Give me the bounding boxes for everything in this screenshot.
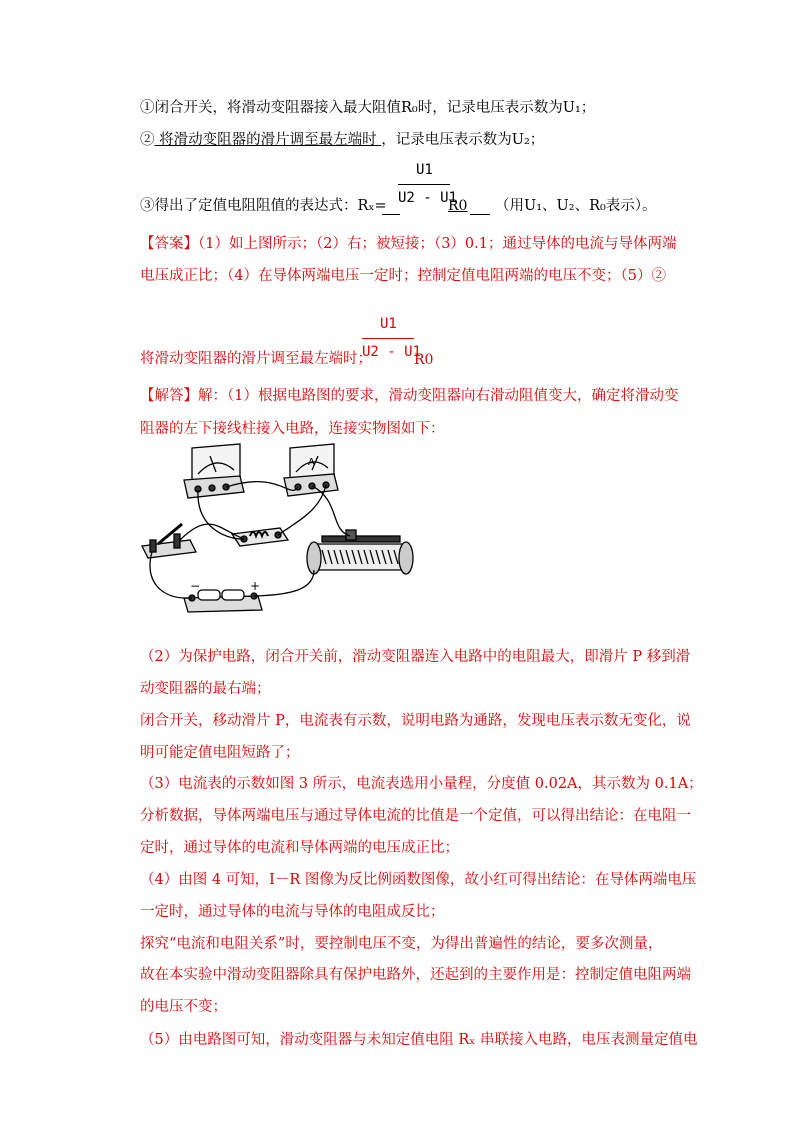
solution-p4-c: 探究“电流和电阻关系”时，要控制电压不变，为得出普遍性的结论，要多次测量，: [140, 936, 663, 952]
blank-underline-right: [470, 214, 490, 215]
answer-line-2: 电压成正比；（4）在导体两端电压一定时；控制定值电阻两端的电压不变；（5）②: [140, 268, 666, 284]
step-1: ①闭合开关，将滑动变阻器接入最大阻值R₀时，记录电压表示数为U₁；: [140, 100, 596, 116]
step-3-pre: ③得出了定值电阻阻值的表达式：Rₓ=: [140, 198, 387, 214]
voltmeter: [184, 444, 244, 498]
answer-formula-denominator: U2 - U1: [362, 344, 422, 360]
battery-minus: −: [190, 579, 201, 593]
solution-line-1: 【解答】解：（1）根据电路图的要求，滑动变阻器向右滑动阻值变大，确定将滑动变: [140, 388, 679, 404]
circuit-figure: [140, 440, 430, 620]
answer-formula: [362, 316, 442, 376]
formula-numerator: U1: [416, 162, 433, 178]
step-3-post: （用U₁、U₂、R₀表示）。: [495, 198, 657, 214]
ammeter: [284, 444, 338, 496]
battery-plus: +: [250, 579, 261, 593]
solution-p3-b: 分析数据，导体两端电压与通过导体电流的比值是一个定值，可以得出结论：在电阻一: [140, 808, 691, 824]
step-2-rest: ，记录电压表示数为U₂；: [381, 132, 545, 148]
answer-formula-r0: R0: [414, 352, 434, 368]
solution-p2-d: 明可能定值电阻短路了；: [140, 745, 300, 761]
formula-denominator: U2 - U1: [398, 190, 458, 206]
step-2-fill: 将滑动变阻器的滑片调至最左端时: [154, 132, 382, 148]
step-2: [140, 130, 544, 150]
solution-p2-c: 闭合开关，移动滑片 P，电流表有示数，说明电路为通路，发现电压表示数无变化，说: [140, 713, 691, 729]
solution-p4-d: 故在本实验中滑动变阻器除具有保护电路外，还起到的主要作用是：控制定值电阻两端: [140, 967, 691, 983]
solution-p4-e: 的电压不变；: [140, 999, 227, 1015]
step-2-number: ②: [140, 132, 155, 148]
answer-line-3: 将滑动变阻器的滑片调至最左端时；: [140, 351, 372, 367]
answer-formula-bar: [362, 338, 414, 339]
formula-r0: R0: [448, 198, 468, 214]
step-3: [140, 196, 387, 216]
step-3-formula: [398, 162, 478, 222]
formula-bar: [398, 184, 450, 185]
switch: [142, 524, 196, 558]
blank-underline-left: [382, 214, 400, 215]
solution-p3-c: 定时，通过导体的电流和导体两端的电压成正比；: [140, 840, 459, 856]
solution-p3-a: （3）电流表的示数如图 3 所示，电流表选用小量程，分度值 0.02A，其示数为 0.1A；: [140, 776, 703, 792]
solution-p4-b: 一定时，通过导体的电流与导体的电阻成反比；: [140, 904, 445, 920]
ammeter-label: A: [308, 457, 315, 468]
solution-p5-a: （5）由电路图可知，滑动变阻器与未知定值电阻 Rₓ 串联接入电路，电压表测量定值电: [140, 1032, 698, 1048]
answer-line-1: 【答案】（1）如上图所示；（2）右；被短接；（3）0.1；通过导体的电流与导体两端: [140, 236, 677, 252]
solution-p4-a: （4）由图 4 可知，I－R 图像为反比例函数图像，故小红可得出结论：在导体两端电压: [140, 872, 697, 888]
answer-formula-numerator: U1: [380, 316, 397, 332]
solution-p2-a: （2）为保护电路，闭合开关前，滑动变阻器连入电路中的电阻最大，即滑片 P 移到滑: [140, 649, 691, 665]
battery: [184, 590, 262, 612]
solution-p2-b: 动变阻器的最右端；: [140, 681, 271, 697]
solution-line-2: 阻器的左下接线柱接入电路，连接实物图如下：: [140, 421, 445, 437]
rheostat: [307, 530, 413, 574]
